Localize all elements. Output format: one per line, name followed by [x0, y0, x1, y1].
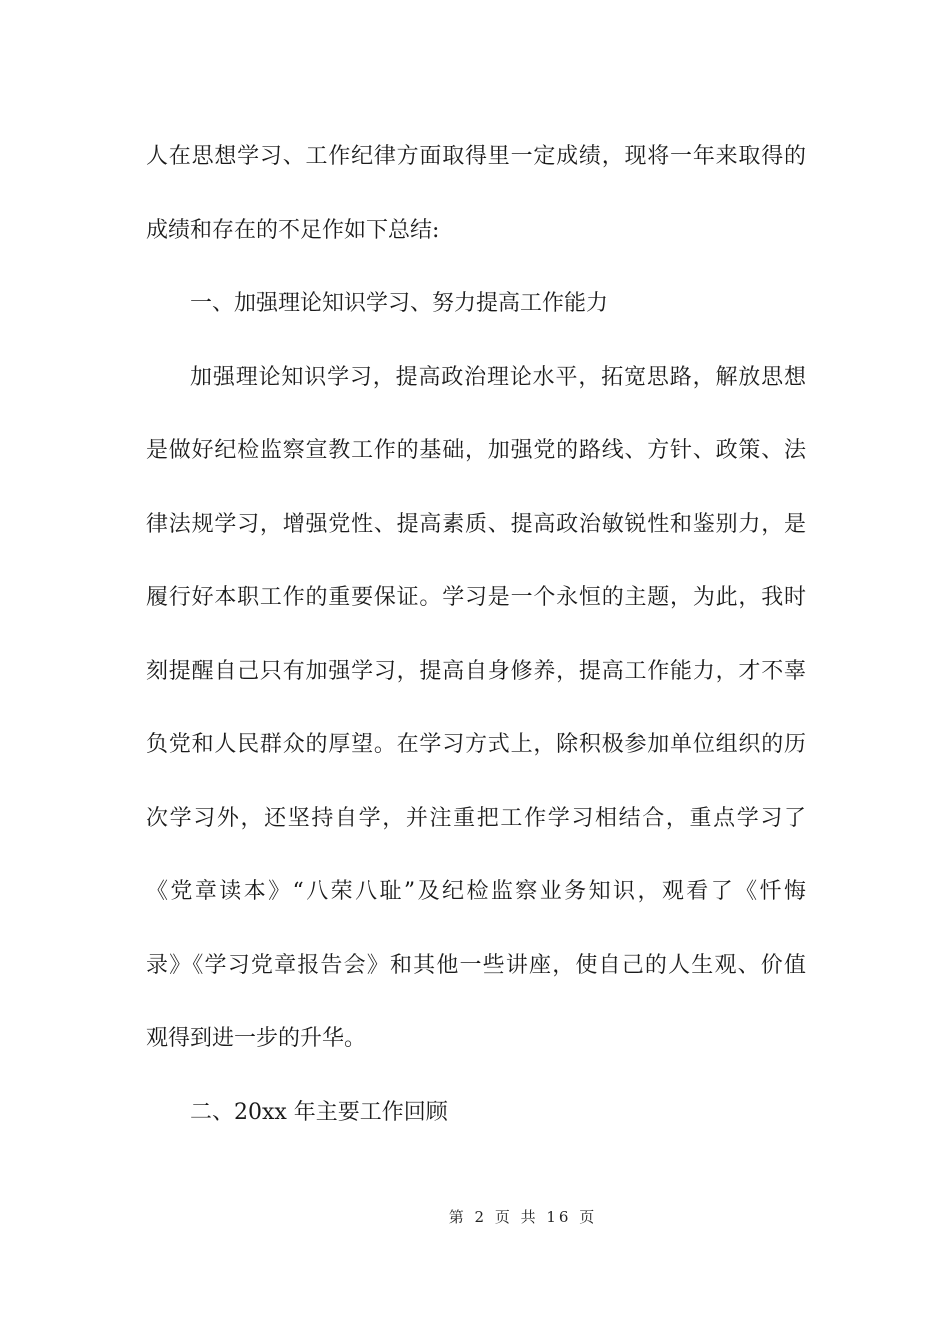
page-number: 第 2 页 共 16 页 — [448, 1208, 598, 1226]
body-line: 人在思想学习、工作纪律方面取得里一定成绩，现将一年来取得的 — [146, 144, 806, 169]
body-line: 负党和人民群众的厚望。在学习方式上，除积极参加单位组织的历 — [146, 732, 806, 757]
body-line: 观得到进一步的升华。 — [146, 1026, 367, 1051]
body-line: 次学习外，还坚持自学，并注重把工作学习相结合，重点学习了 — [146, 805, 806, 831]
body-line: 成绩和存在的不足作如下总结: — [146, 217, 440, 243]
body-line: 是做好纪检监察宣教工作的基础，加强党的路线、方针、政策、法 — [146, 438, 806, 463]
section-heading: 一、加强理论知识学习、努力提高工作能力 — [190, 291, 609, 316]
body-line: 履行好本职工作的重要保证。学习是一个永恒的主题，为此，我时 — [146, 585, 806, 610]
body-line: 录》《学习党章报告会》和其他一些讲座，使自己的人生观、价值 — [146, 952, 806, 978]
body-line: 刻提醒自己只有加强学习，提高自身修养，提高工作能力，才不辜 — [146, 658, 806, 684]
body-line: 《党章读本》“八荣八耻”及纪检监察业务知识，观看了《忏悔 — [146, 879, 806, 904]
section-heading: 二、20xx 年主要工作回顾 — [190, 1099, 448, 1125]
body-line: 律法规学习，增强党性、提高素质、提高政治敏锐性和鉴别力，是 — [146, 511, 806, 537]
document-body — [146, 134, 806, 1163]
body-line: 加强理论知识学习，提高政治理论水平，拓宽思路，解放思想 — [190, 364, 806, 390]
